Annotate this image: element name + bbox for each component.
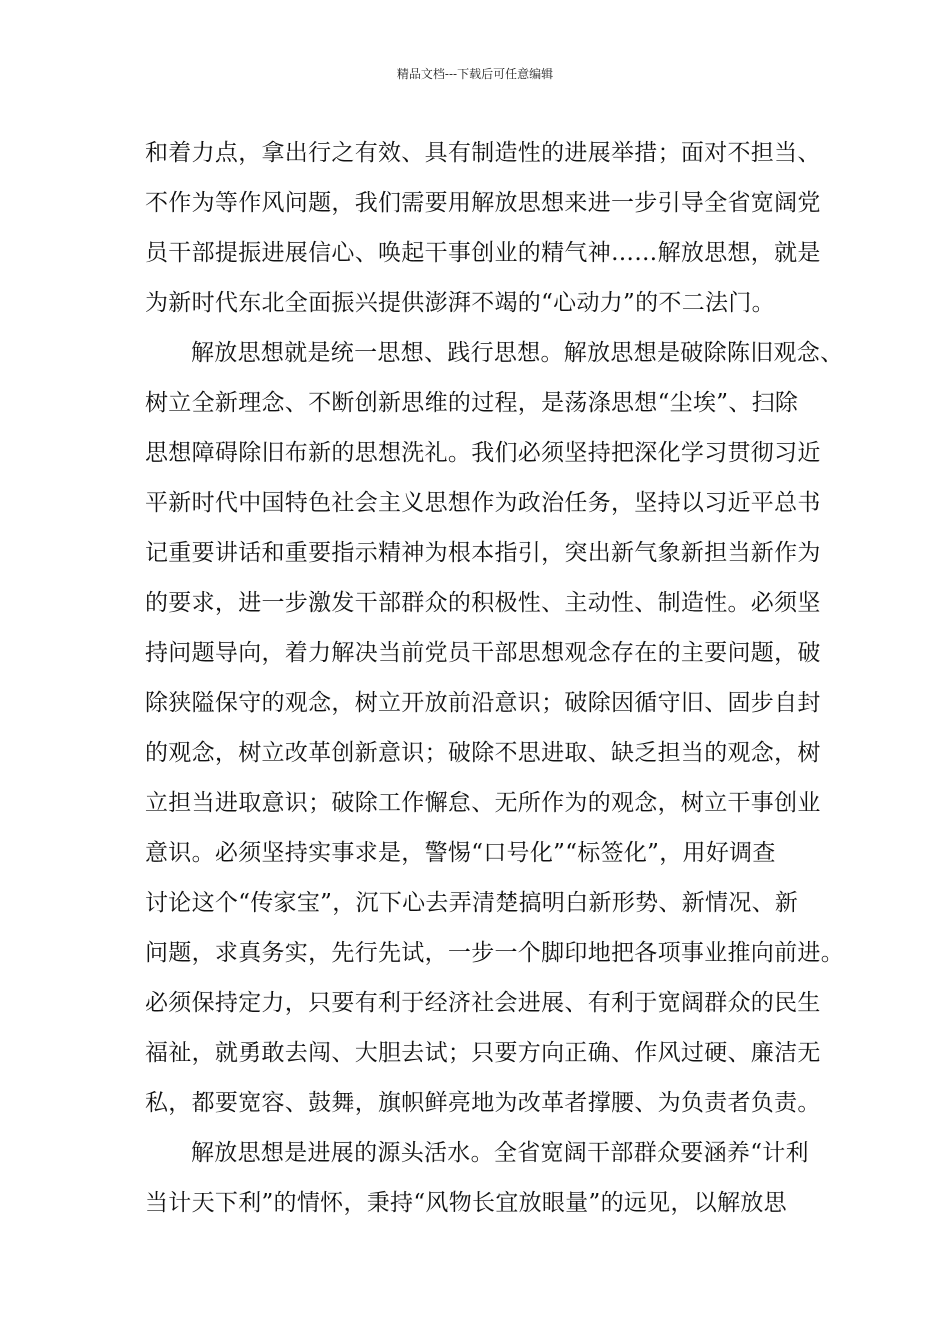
text-line: 讨论这个“传家宝”，沉下心去弄清楚搞明白新形势、新情况、新 xyxy=(145,890,799,916)
text-line: 思想障碍除旧布新的思想洗礼。我们必须坚持把深化学习贯彻习近 xyxy=(145,440,821,466)
text-line: 问题，求真务实，先行先试，一步一个脚印地把各项事业推向前进。 xyxy=(145,940,844,966)
document-body xyxy=(145,128,844,1228)
text-line: 私，都要宽容、鼓舞，旗帜鲜亮地为改革者撑腰、为负责者负责。 xyxy=(145,1090,821,1116)
text-line: 不作为等作风问题，我们需要用解放思想来进一步引导全省宽阔党 xyxy=(145,190,821,216)
paragraph-first-line: 解放思想是进展的源头活水。全省宽阔干部群众要涵养“计利 xyxy=(191,1140,809,1166)
text-line: 为新时代东北全面振兴提供澎湃不竭的“心动力”的不二法门。 xyxy=(145,290,775,316)
text-line: 和着力点，拿出行之有效、具有制造性的进展举措；面对不担当、 xyxy=(145,140,821,166)
text-line: 当计天下利”的情怀，秉持“风物长宜放眼量”的远见，以解放思 xyxy=(145,1190,787,1216)
text-line: 除狭隘保守的观念，树立开放前沿意识；破除因循守旧、固步自封 xyxy=(145,690,821,716)
text-line: 立担当进取意识；破除工作懈怠、无所作为的观念，树立干事创业 xyxy=(145,790,821,816)
text-line: 平新时代中国特色社会主义思想作为政治任务，坚持以习近平总书 xyxy=(145,490,821,516)
text-line: 记重要讲话和重要指示精神为根本指引，突出新气象新担当新作为 xyxy=(145,540,821,566)
text-line: 树立全新理念、不断创新思维的过程，是荡涤思想“尘埃”、扫除 xyxy=(145,390,799,416)
text-line: 意识。必须坚持实事求是，警惕“口号化”“标签化”，用好调查 xyxy=(145,840,776,866)
paragraph-first-line: 解放思想就是统一思想、践行思想。解放思想是破除陈旧观念、 xyxy=(191,340,844,366)
text-line: 福祉，就勇敢去闯、大胆去试；只要方向正确、作风过硬、廉洁无 xyxy=(145,1040,821,1066)
text-line: 必须保持定力，只要有利于经济社会进展、有利于宽阔群众的民生 xyxy=(145,990,821,1016)
page-header: 精品文档---下载后可任意编辑 xyxy=(396,67,554,81)
text-line: 的要求，进一步激发干部群众的积极性、主动性、制造性。必须坚 xyxy=(145,590,821,616)
text-line: 的观念，树立改革创新意识；破除不思进取、缺乏担当的观念，树 xyxy=(145,740,821,766)
text-line: 持问题导向，着力解决当前党员干部思想观念存在的主要问题，破 xyxy=(145,640,821,666)
text-line: 员干部提振进展信心、唤起干事创业的精气神……解放思想，就是 xyxy=(145,240,821,266)
